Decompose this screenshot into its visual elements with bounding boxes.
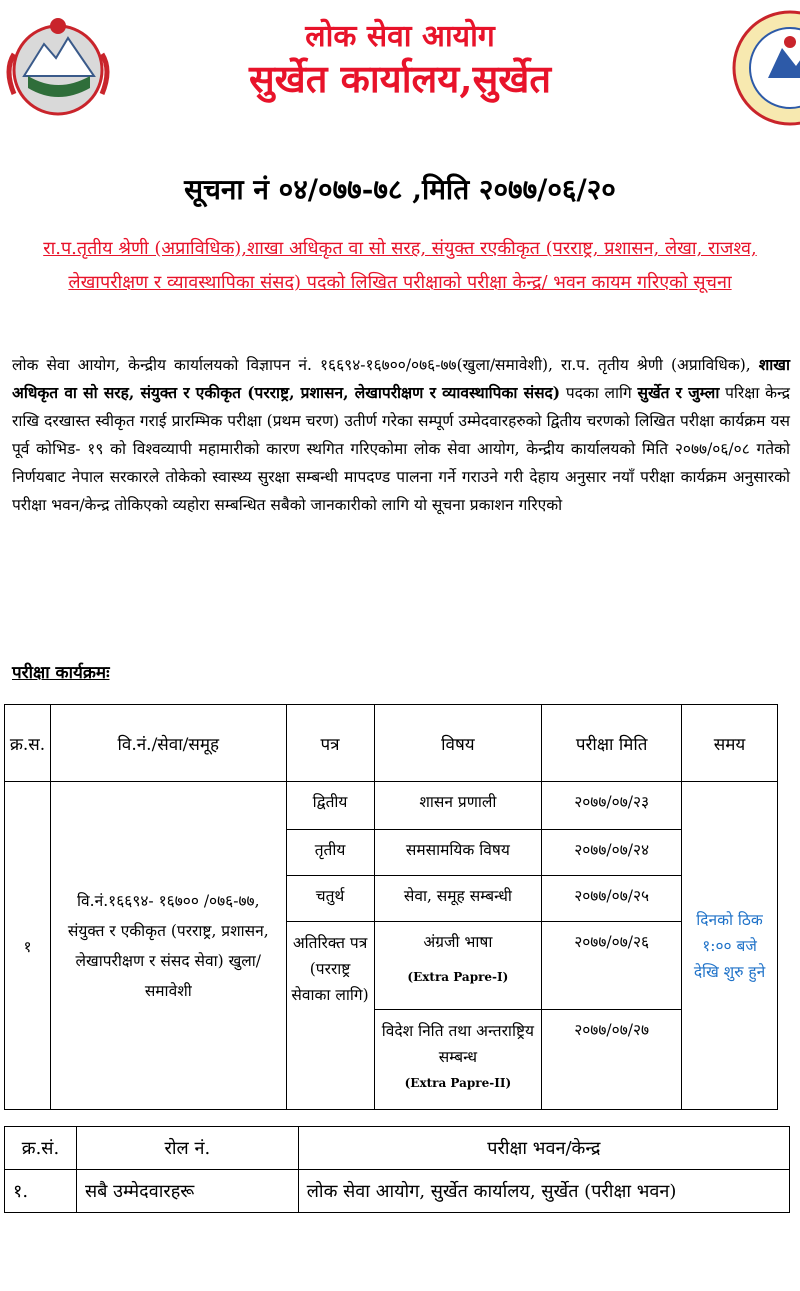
col-header-group: वि.नं./सेवा/समूह	[50, 705, 286, 782]
paper-cell: तृतीय	[286, 830, 374, 876]
serial-cell: १	[5, 782, 51, 1110]
roll-cell: सबै उम्मेदवारहरू	[76, 1170, 298, 1213]
exam-center-table	[4, 1126, 790, 1213]
col-header-roll: रोल नं.	[76, 1127, 298, 1170]
table-row	[5, 782, 778, 830]
office-name: सुर्खेत कार्यालय,सुर्खेत	[248, 56, 552, 101]
table-row	[5, 1170, 790, 1213]
date-cell: २०७७/०७/२६	[542, 922, 682, 1010]
subject-cell: समसामयिक विषय	[374, 830, 542, 876]
subject-text: अंग्रजी भाषा	[423, 933, 493, 951]
col-header-time: समय	[682, 705, 778, 782]
table-header-row	[5, 1127, 790, 1170]
subject-cell: सेवा, समूह सम्बन्धी	[374, 876, 542, 922]
subject-cell: शासन प्रणाली	[374, 782, 542, 830]
col-header-sn: क्र.सं.	[5, 1127, 77, 1170]
paper-cell: द्वितीय	[286, 782, 374, 830]
subject-text: विदेश निति तथा अन्तराष्ट्रिय सम्बन्ध	[381, 1022, 535, 1066]
col-header-center: परीक्षा भवन/केन्द्र	[298, 1127, 789, 1170]
notice-title: सूचना नं ०४/०७७-७८ ,मिति २०७७/०६/२०	[184, 173, 616, 206]
schedule-table	[4, 704, 778, 1110]
body-exam-centers: सुर्खेत र जुम्ला	[637, 383, 720, 402]
notice-subject: रा.प.तृतीय श्रेणी (अप्राविधिक),शाखा अधिकृत वा सो सरह, संयुक्त रएकीकृत (परराष्ट्र, प्रशासन, लेखा, राजश्व, लेखापरीक्षण र व्यावस्थापिका संसद) पदको लिखित परीक्षाको परीक्षा केन्द्र/ भवन कायम गरिएको सूचना	[43, 238, 757, 293]
center-cell: लोक सेवा आयोग, सुर्खेत कार्यालय, सुर्खेत (परीक्षा भवन)	[298, 1170, 789, 1213]
subject-cell	[374, 922, 542, 1010]
sn-cell: १.	[5, 1170, 77, 1213]
paper-cell: चतुर्थ	[286, 876, 374, 922]
body-post-name: शाखा अधिकृत वा सो सरह, संयुक्त र एकीकृत (परराष्ट्र, प्रशासन, लेखापरीक्षण र व्यावस्थापिका संसद)	[12, 355, 790, 402]
time-cell: दिनको ठिक १:०० बजे देखि शुरु हुने	[682, 782, 778, 1110]
col-header-serial: क्र.स.	[5, 705, 51, 782]
date-cell: २०७७/०७/२४	[542, 830, 682, 876]
subject-english-text: (Extra Papre-I)	[407, 970, 509, 984]
col-header-subject: विषय	[374, 705, 542, 782]
subject-cell	[374, 1010, 542, 1110]
col-header-date: परीक्षा मिति	[542, 705, 682, 782]
subject-english-text: (Extra Papre-II)	[404, 1076, 512, 1090]
table-header-row	[5, 705, 778, 782]
body-text-3: परिक्षा केन्द्र राखि दरखास्त स्वीकृत गराई प्रारम्भिक परीक्षा (प्रथम चरण) उतीर्ण गरेका सम्पूर्ण उम्मेदवारहरुको द्वितीय चरणको लिखित परीक्षा कार्यक्रम यस पूर्व कोभिड- १९ को विश्वव्यापी महामारीको कारण स्थगित गरिएकोमा लोक सेवा आयोग, केन्द्रीय कार्यालयको मिति २०७७/०६/०८ गतेको निर्णयबाट नेपाल सरकारले तोकेको स्वास्थ्य सुरक्षा सम्बन्धी मापदण्ड पालना गर्ने गराउने गरी देहाय अनुसार नयाँ परीक्षा कार्यक्रम अनुसारको परीक्षा भवन/केन्द्र तोकिएको व्यहोरा सम्बन्धित सबैको जानकारीको लागि यो सूचना प्रकाशन गरिएको	[12, 384, 790, 514]
schedule-heading: परीक्षा कार्यक्रमः	[12, 663, 110, 683]
body-text-1: लोक सेवा आयोग, केन्द्रीय कार्यालयको विज्ञापन नं. १६६९४-१६७००/०७६-७७(खुला/समावेशी), रा.प. तृतीय श्रेणी (अप्राविधिक),	[12, 356, 759, 374]
col-header-paper: पत्र	[286, 705, 374, 782]
date-cell: २०७७/०७/२७	[542, 1010, 682, 1110]
notice-body	[12, 351, 790, 519]
body-text-2: पदका लागि	[560, 384, 638, 402]
group-cell: वि.नं.१६६९४- १६७०० /०७६-७७, संयुक्त र एकीकृत (परराष्ट्र, प्रशासन, लेखापरीक्षण र संसद सेवा) खुला/समावेशी	[50, 782, 286, 1110]
date-cell: २०७७/०७/२३	[542, 782, 682, 830]
date-cell: २०७७/०७/२५	[542, 876, 682, 922]
paper-cell: अतिरिक्त पत्र (परराष्ट्र सेवाका लागि)	[286, 922, 374, 1110]
org-name: लोक सेवा आयोग	[305, 19, 495, 54]
